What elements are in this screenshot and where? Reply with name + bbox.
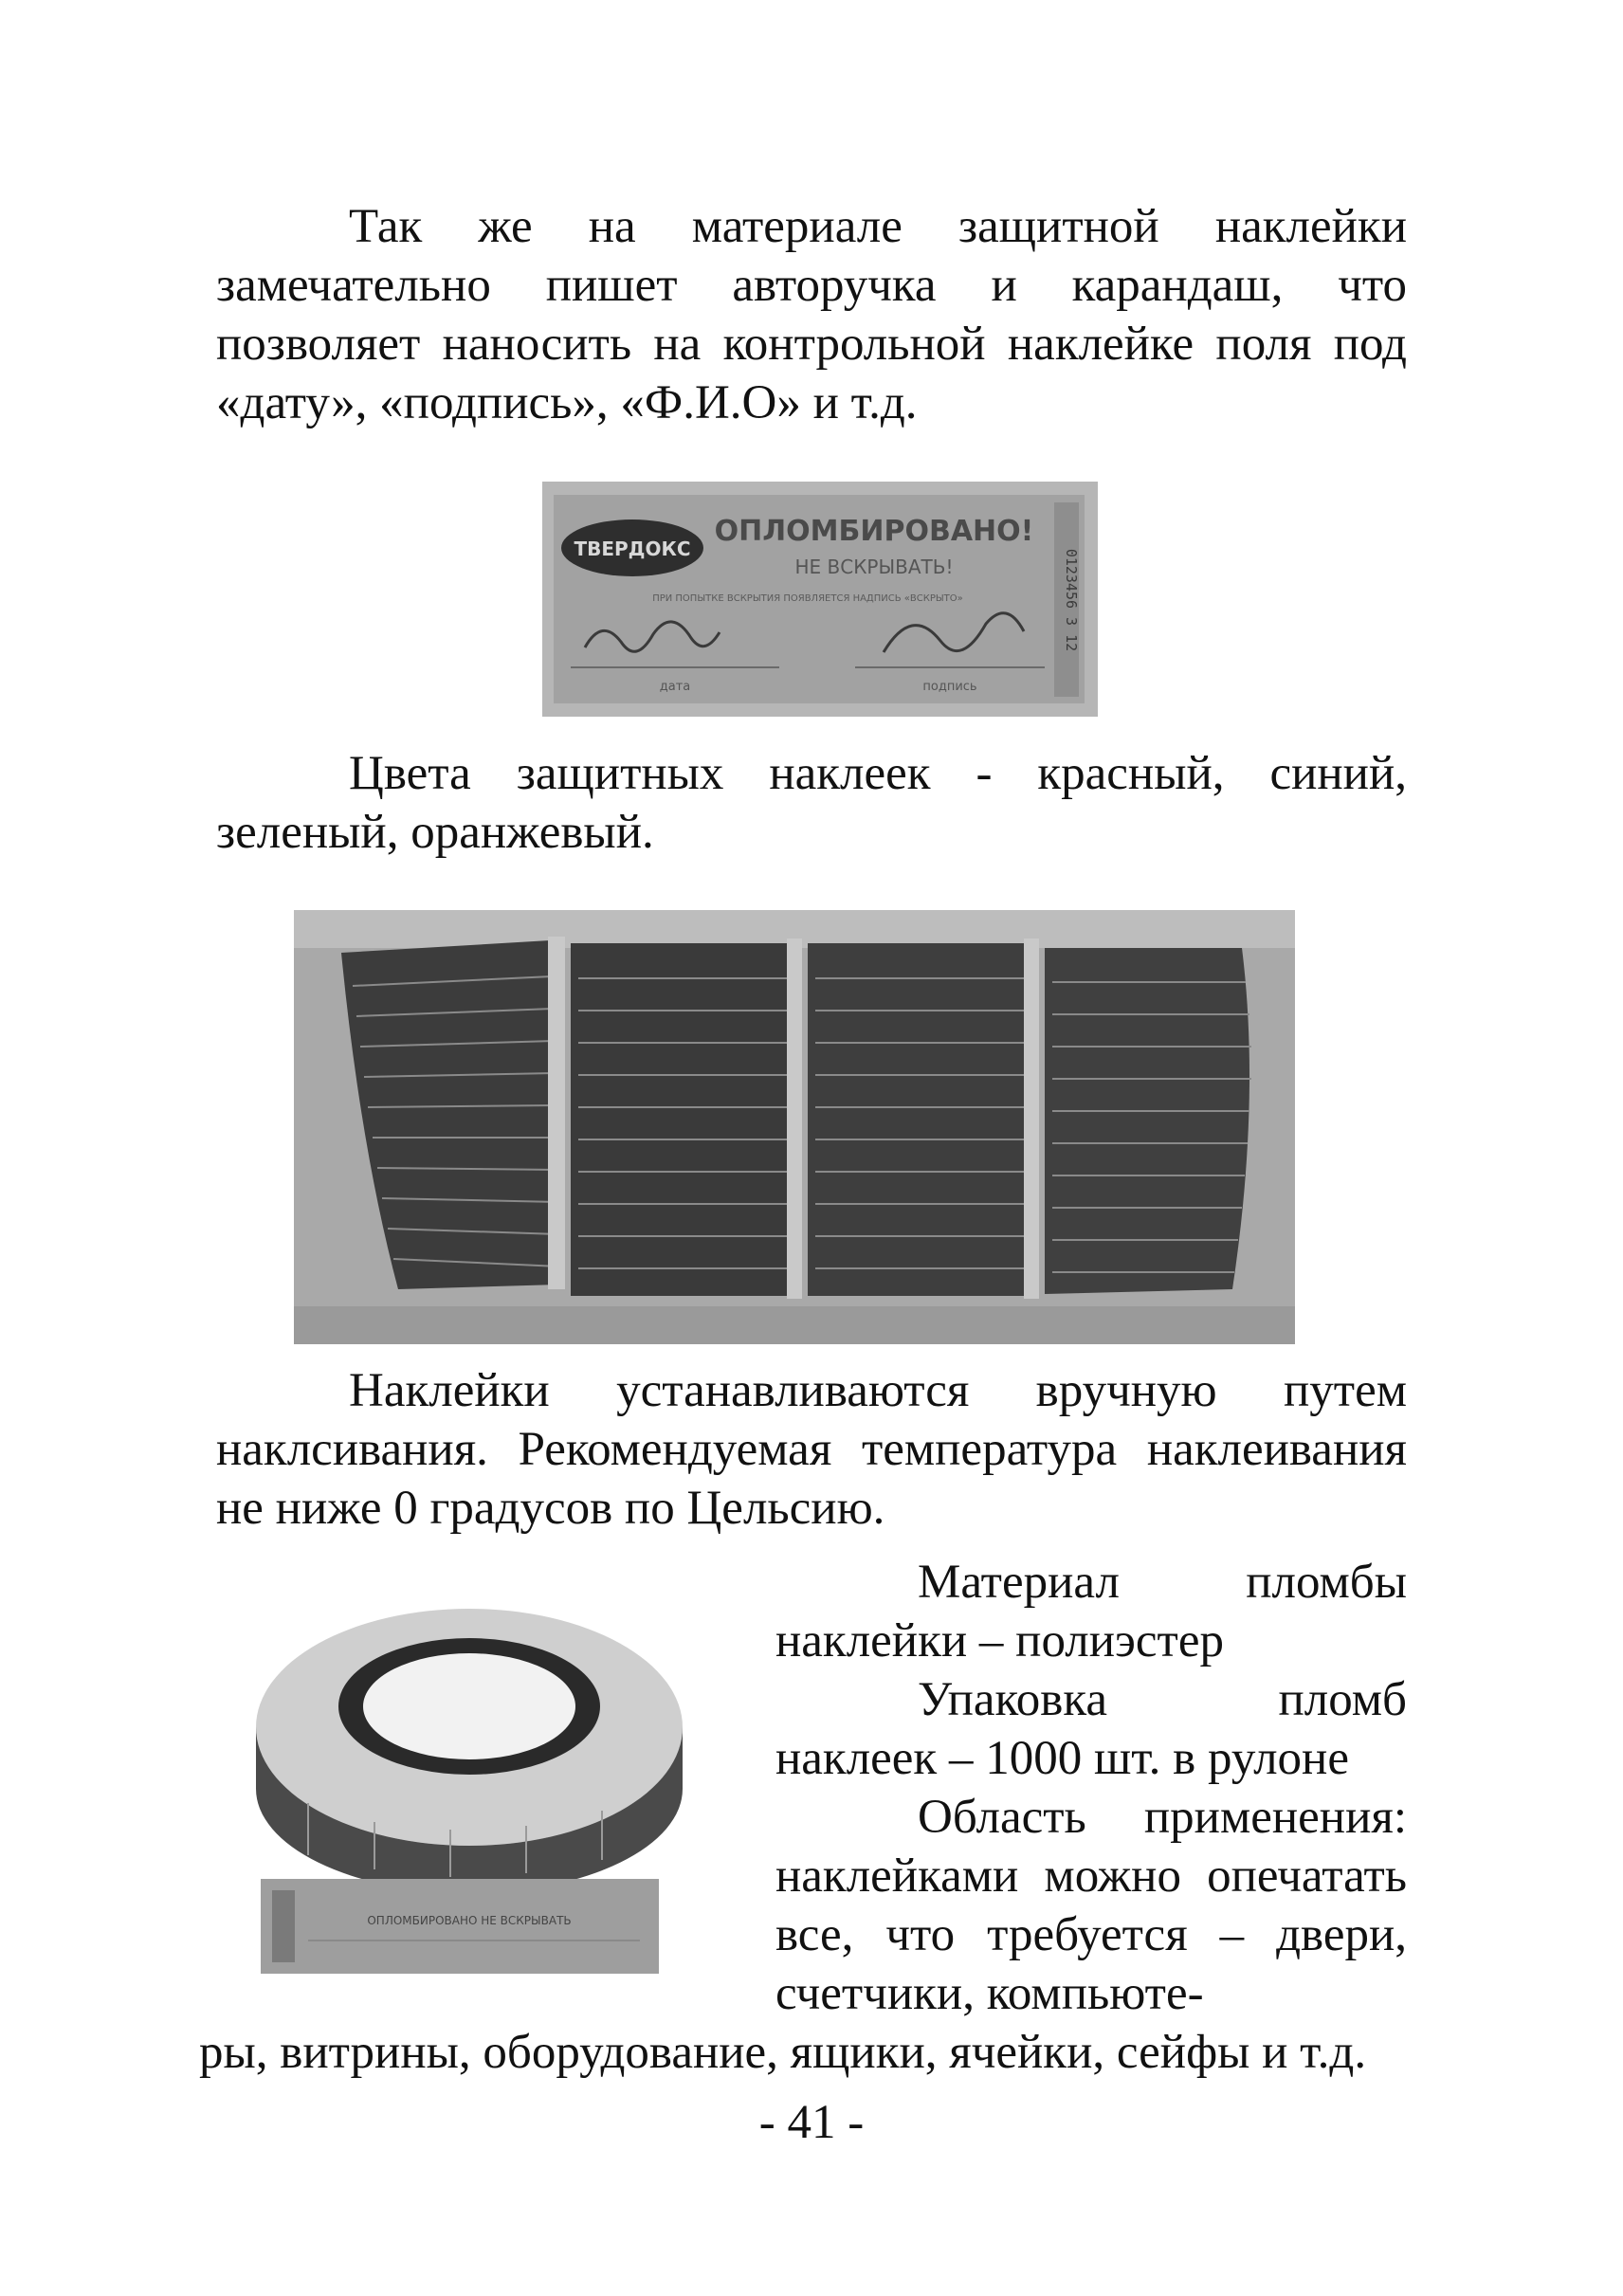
sticker-serial: 0123456 3 12 [1063, 548, 1080, 652]
sample-label-text: ОПЛОМБИРОВАНО НЕ ВСКРЫВАТЬ [367, 1914, 572, 1927]
sticker-strip-2 [571, 938, 802, 1299]
sticker-sign-label: подпись [922, 680, 977, 694]
sticker-illustration [542, 482, 1098, 717]
paragraph-4: Материал пломбы наклейки – полиэстер [775, 1556, 1407, 1667]
sticker-strip-3 [808, 938, 1039, 1299]
paragraph-1: Так же на материале защитной наклейки замечательно пишет авторучка и карандаш, что позволяет наносить на контрольной наклейке поля под «дату», «подпись», «Ф.И.О» и т.д. [216, 200, 1407, 429]
sticker-photo [542, 482, 1098, 717]
sticker-roll-photo [232, 1585, 725, 1983]
sticker-fineprint: ПРИ ПОПЫТКЕ ВСКРЫТИЯ ПОЯВЛЯЕТСЯ НАДПИСЬ «ВСКРЫТО» [652, 593, 963, 604]
page-number: - 41 - [758, 2096, 865, 2149]
sticker-colors-photo [294, 910, 1295, 1344]
roll-hole [363, 1653, 575, 1759]
sticker-date-label: дата [659, 680, 691, 694]
paragraph-5: Упаковка пломб наклеек – 1000 шт. в рулоне [775, 1673, 1407, 1785]
paragraph-3: Наклейки устанавливаются вручную путем наклсивания. Рекомендуемая температура наклеивания не ниже 0 градусов по Цельсию. [216, 1364, 1407, 1535]
sticker-headline: ОПЛОМБИРОВАНО! [714, 515, 1034, 548]
sticker-logo-text: ТВЕРДОКС [574, 538, 691, 560]
sticker-subline: НЕ ВСКРЫВАТЬ! [794, 556, 954, 578]
paragraph-2: Цвета защитных наклеек - красный, синий, зеленый, оранжевый. [216, 747, 1407, 859]
paragraph-6: Область применения: наклейками можно опечатать все, что требуется – двери, счетчики, компьюте- [775, 1791, 1407, 2020]
sticker-strip-4 [1045, 948, 1251, 1294]
paragraph-6-tail: ры, витрины, оборудование, ящики, ячейки, сейфы и т.д. [199, 2026, 1367, 2079]
sticker-strips-illustration [294, 910, 1295, 1344]
sticker-roll-illustration [232, 1585, 725, 1983]
